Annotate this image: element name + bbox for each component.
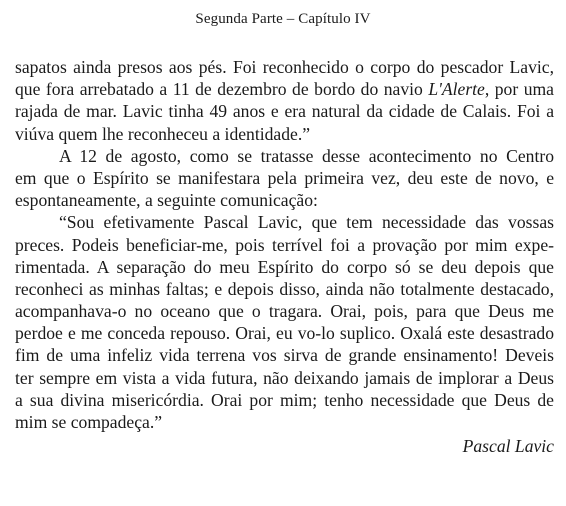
text-line: em que o Espírito se manifestara pela primeira vez, deu este de novo, e [15,167,554,188]
text-line: perdoe e me conceda repouso. Orai, eu vo-lo suplico. Oxalá este desastrado [15,323,554,344]
text-segment: que fora arrebatado a 11 de dezembro de bordo do navio [15,79,429,100]
text-line: espontaneamente, a seguinte comunicação: [15,190,318,211]
text-line: viúva quem lhe reconheceu a identidade.” [15,123,311,144]
text-line: mim se compadeça.” [15,412,163,432]
text-line: ter sempre em vista a vida futura, não deixando jamais de implorar a Deus [15,367,554,388]
text-line: sapatos ainda presos aos pés. Foi reconhecido o corpo do pescador Lavic, [15,57,554,77]
text-line: A 12 de agosto, como se tratasse desse acontecimento no Centro [59,145,554,166]
text-line: “Sou efetivamente Pascal Lavic, que tem necessidade das vossas [59,212,554,233]
text-line [15,78,554,100]
text-line: rajada de mar. Lavic tinha 49 anos e era natural da cidade de Calais. Foi a [15,101,554,122]
text-line: fim de uma infeliz vida terrena vos sirva de grande ensinamento! Deveis [15,345,554,366]
text-line: reconheci as minhas faltas; e depois disso, ainda não totalmente destacado, [15,278,554,299]
text-segment: , por uma [484,79,554,100]
signature: Pascal Lavic [462,436,554,457]
text-line: a sua divina misericórdia. Orai por mim; tenho necessidade que Deus de [15,389,554,410]
text-line: acompanhava-o no oceano que o tragara. Orai, pois, para que Deus me [15,301,554,322]
ship-name: L'Alerte [428,79,485,100]
body-text [15,56,554,457]
running-head: Segunda Parte – Capítulo IV [195,11,371,27]
text-line: preces. Podeis beneficiar-me, pois terrível foi a provação por mim expe- [15,234,554,255]
text-line: rimentada. A separação do meu Espírito do corpo só se deu depois que [15,256,554,277]
